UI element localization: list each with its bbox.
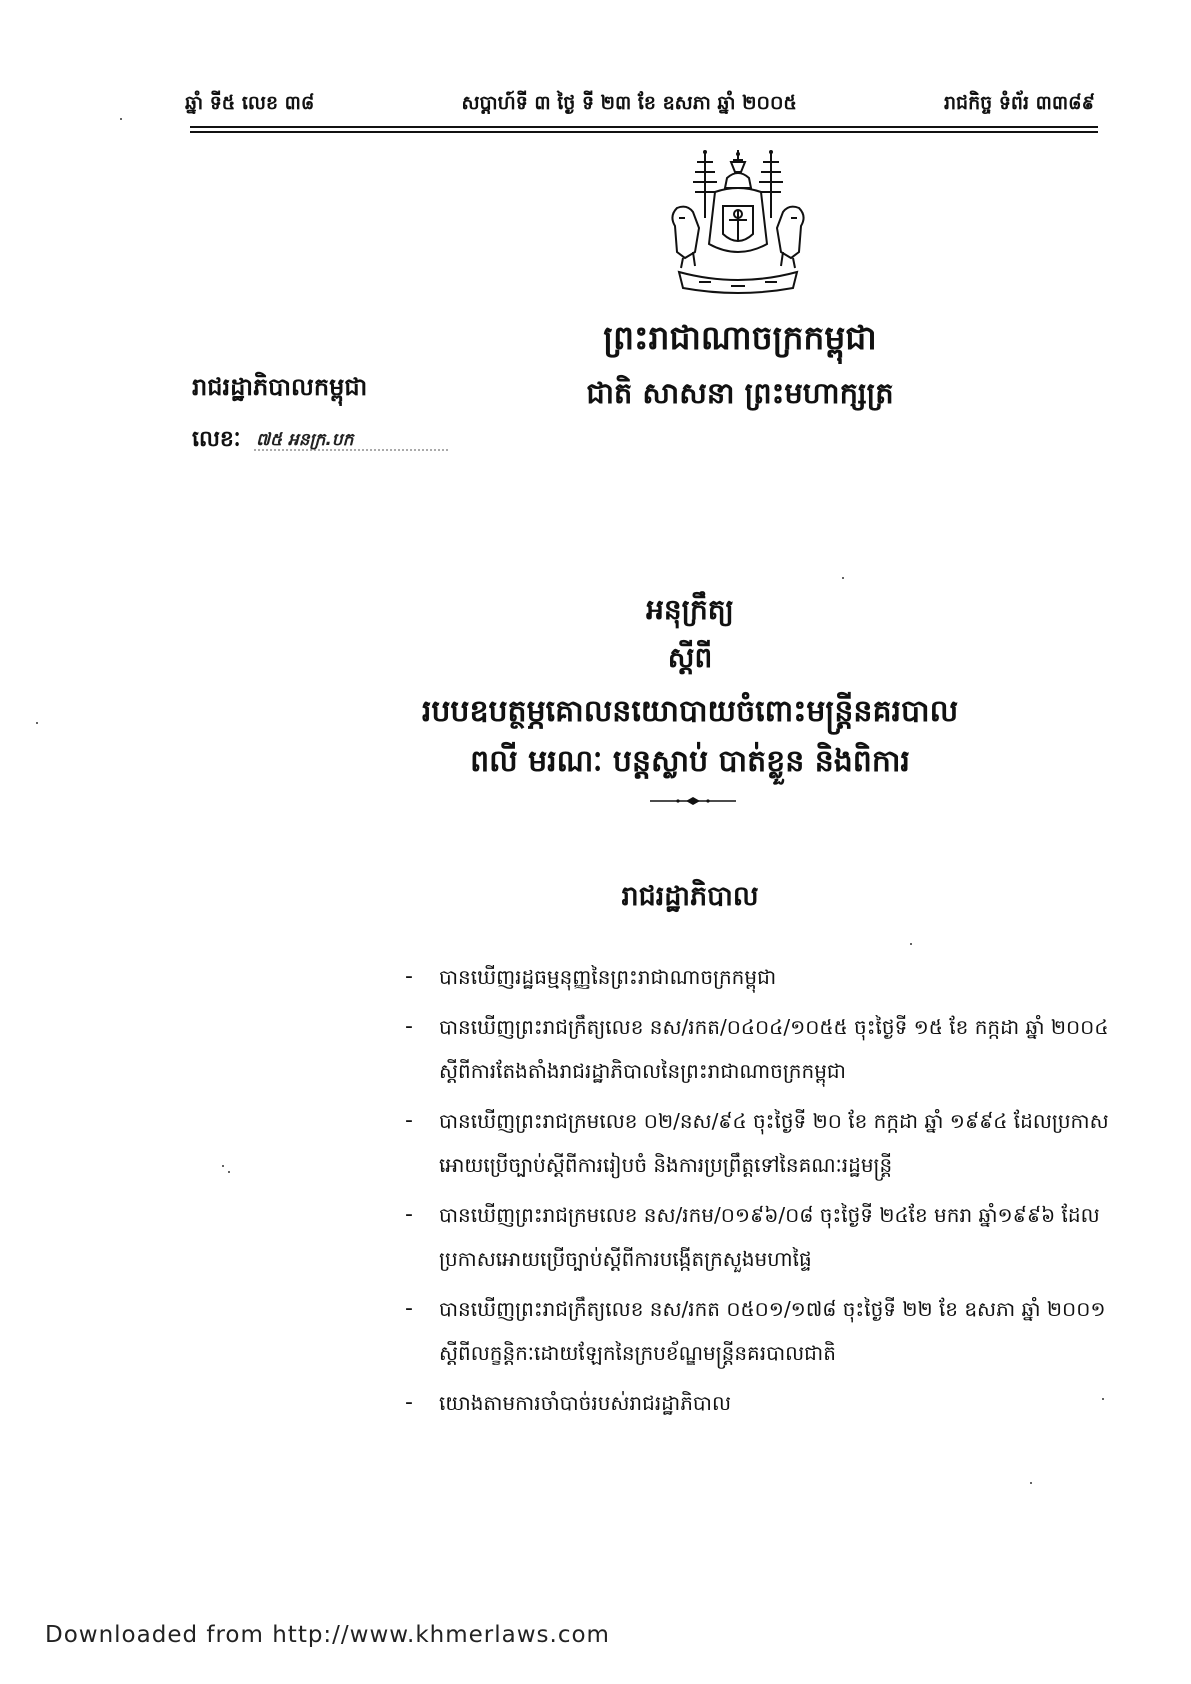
list-item-text: ស្តីពីការតែងតាំងរាជរដ្ឋាភិបាលនៃព្រះរាជាណាចក្រកម្ពុជា [439, 1059, 846, 1083]
list-item [405, 1384, 1125, 1422]
document-about: ស្តីពី [667, 641, 713, 674]
scan-speck [36, 722, 38, 724]
document-subject-line-1: របបឧបត្ថម្ភគោលនយោបាយចំពោះមន្ត្រីនគរបាល [421, 694, 959, 729]
scan-speck [222, 1165, 224, 1167]
list-item-text: យោងតាមការចាំបាច់របស់រាជរដ្ឋាភិបាល [439, 1391, 731, 1415]
reference-number-line [192, 425, 492, 455]
recitals-list [405, 958, 1125, 1434]
document-subject-line-2: ពលី មរណៈ បន្តស្លាប់ បាត់ខ្លួន និងពិការ [470, 744, 910, 779]
list-item-text: អោយប្រើច្បាប់ស្តីពីការរៀបចំ និងការប្រព្រឹត្តទៅនៃគណៈរដ្ឋមន្ត្រី [439, 1153, 893, 1177]
handwritten-reference-number [254, 428, 454, 454]
scan-speck [842, 577, 844, 579]
header-rule [190, 131, 1098, 133]
list-item [405, 1290, 1125, 1372]
list-item-text: ប្រកាសអោយប្រើច្បាប់ស្តីពីការបង្កើតក្រសួងមហាផ្ទៃ [439, 1247, 812, 1271]
scan-speck [120, 118, 122, 120]
list-marker: - [405, 1014, 413, 1039]
kingdom-title: ព្រះរាជាណាចក្រកម្ពុជា [603, 318, 877, 357]
gazette-date: សប្តាហ៍ទី ៣ ថ្ងៃ ទី ២៣ ខែ ឧសភា ឆ្នាំ ២០០៥ [461, 92, 797, 114]
list-item [405, 958, 1125, 996]
scan-speck [228, 1171, 230, 1173]
document-type: អនុក្រឹត្យ [646, 593, 734, 626]
list-marker: - [405, 1390, 413, 1415]
header-rule [190, 126, 1098, 128]
section-heading: រាជរដ្ឋាភិបាល [621, 881, 759, 912]
list-item [405, 1196, 1125, 1278]
list-item-text: ស្តីពីលក្ខន្តិកៈដោយឡែកនៃក្របខ័ណ្ឌមន្ត្រីនគរបាលជាតិ [439, 1341, 836, 1365]
scan-speck [1102, 1398, 1104, 1400]
gazette-page-number: រាជកិច្ច ទំព័រ ៣៣៨៩ [944, 92, 1095, 114]
reference-label: លេខៈ [192, 427, 241, 452]
royal-coat-of-arms-icon [655, 148, 821, 298]
download-watermark: Downloaded from http://www.khmerlaws.com [45, 1622, 610, 1648]
scan-speck [910, 943, 912, 945]
title-ornament [650, 796, 736, 806]
kingdom-motto: ជាតិ សាសនា ព្រះមហាក្សត្រ [586, 376, 894, 410]
list-marker: - [405, 1108, 413, 1133]
list-item-text: បានឃើញព្រះរាជក្រឹត្យលេខ នស/រកត ០៥០១/១៧៨ ចុះថ្ងៃទី ២២ ខែ ឧសភា ឆ្នាំ ២០០១ [439, 1297, 1106, 1321]
list-item-text: បានឃើញរដ្ឋធម្មនុញ្ញនៃព្រះរាជាណាចក្រកម្ពុជា [439, 965, 777, 989]
list-marker: - [405, 1202, 413, 1227]
list-marker: - [405, 1296, 413, 1321]
gazette-header [185, 88, 1095, 122]
list-item [405, 1102, 1125, 1184]
issuing-authority: រាជរដ្ឋាភិបាលកម្ពុជា [192, 373, 368, 401]
list-item-text: បានឃើញព្រះរាជក្រមលេខ នស/រកម/០១៩៦/០៨ ចុះថ្ងៃទី ២៤ខែ មករា ឆ្នាំ១៩៩៦ ដែល [439, 1203, 1100, 1227]
list-item-text: បានឃើញព្រះរាជក្រឹត្យលេខ នស/រកត/០៤០៤/១០៥៥ ចុះថ្ងៃទី ១៥ ខែ កក្កដា ឆ្នាំ ២០០៤ [439, 1015, 1109, 1039]
reference-number-text: ៧៥ អនក្រ.បក [256, 430, 354, 450]
gazette-issue: ឆ្នាំ ទី៥ លេខ ៣៨ [185, 92, 315, 114]
list-marker: - [405, 964, 413, 989]
scan-speck [1030, 1482, 1032, 1484]
list-item [405, 1008, 1125, 1090]
list-item-text: បានឃើញព្រះរាជក្រមលេខ ០២/នស/៩៤ ចុះថ្ងៃទី ២០ ខែ កក្កដា ឆ្នាំ ១៩៩៤ ដែលប្រកាស [439, 1109, 1109, 1133]
